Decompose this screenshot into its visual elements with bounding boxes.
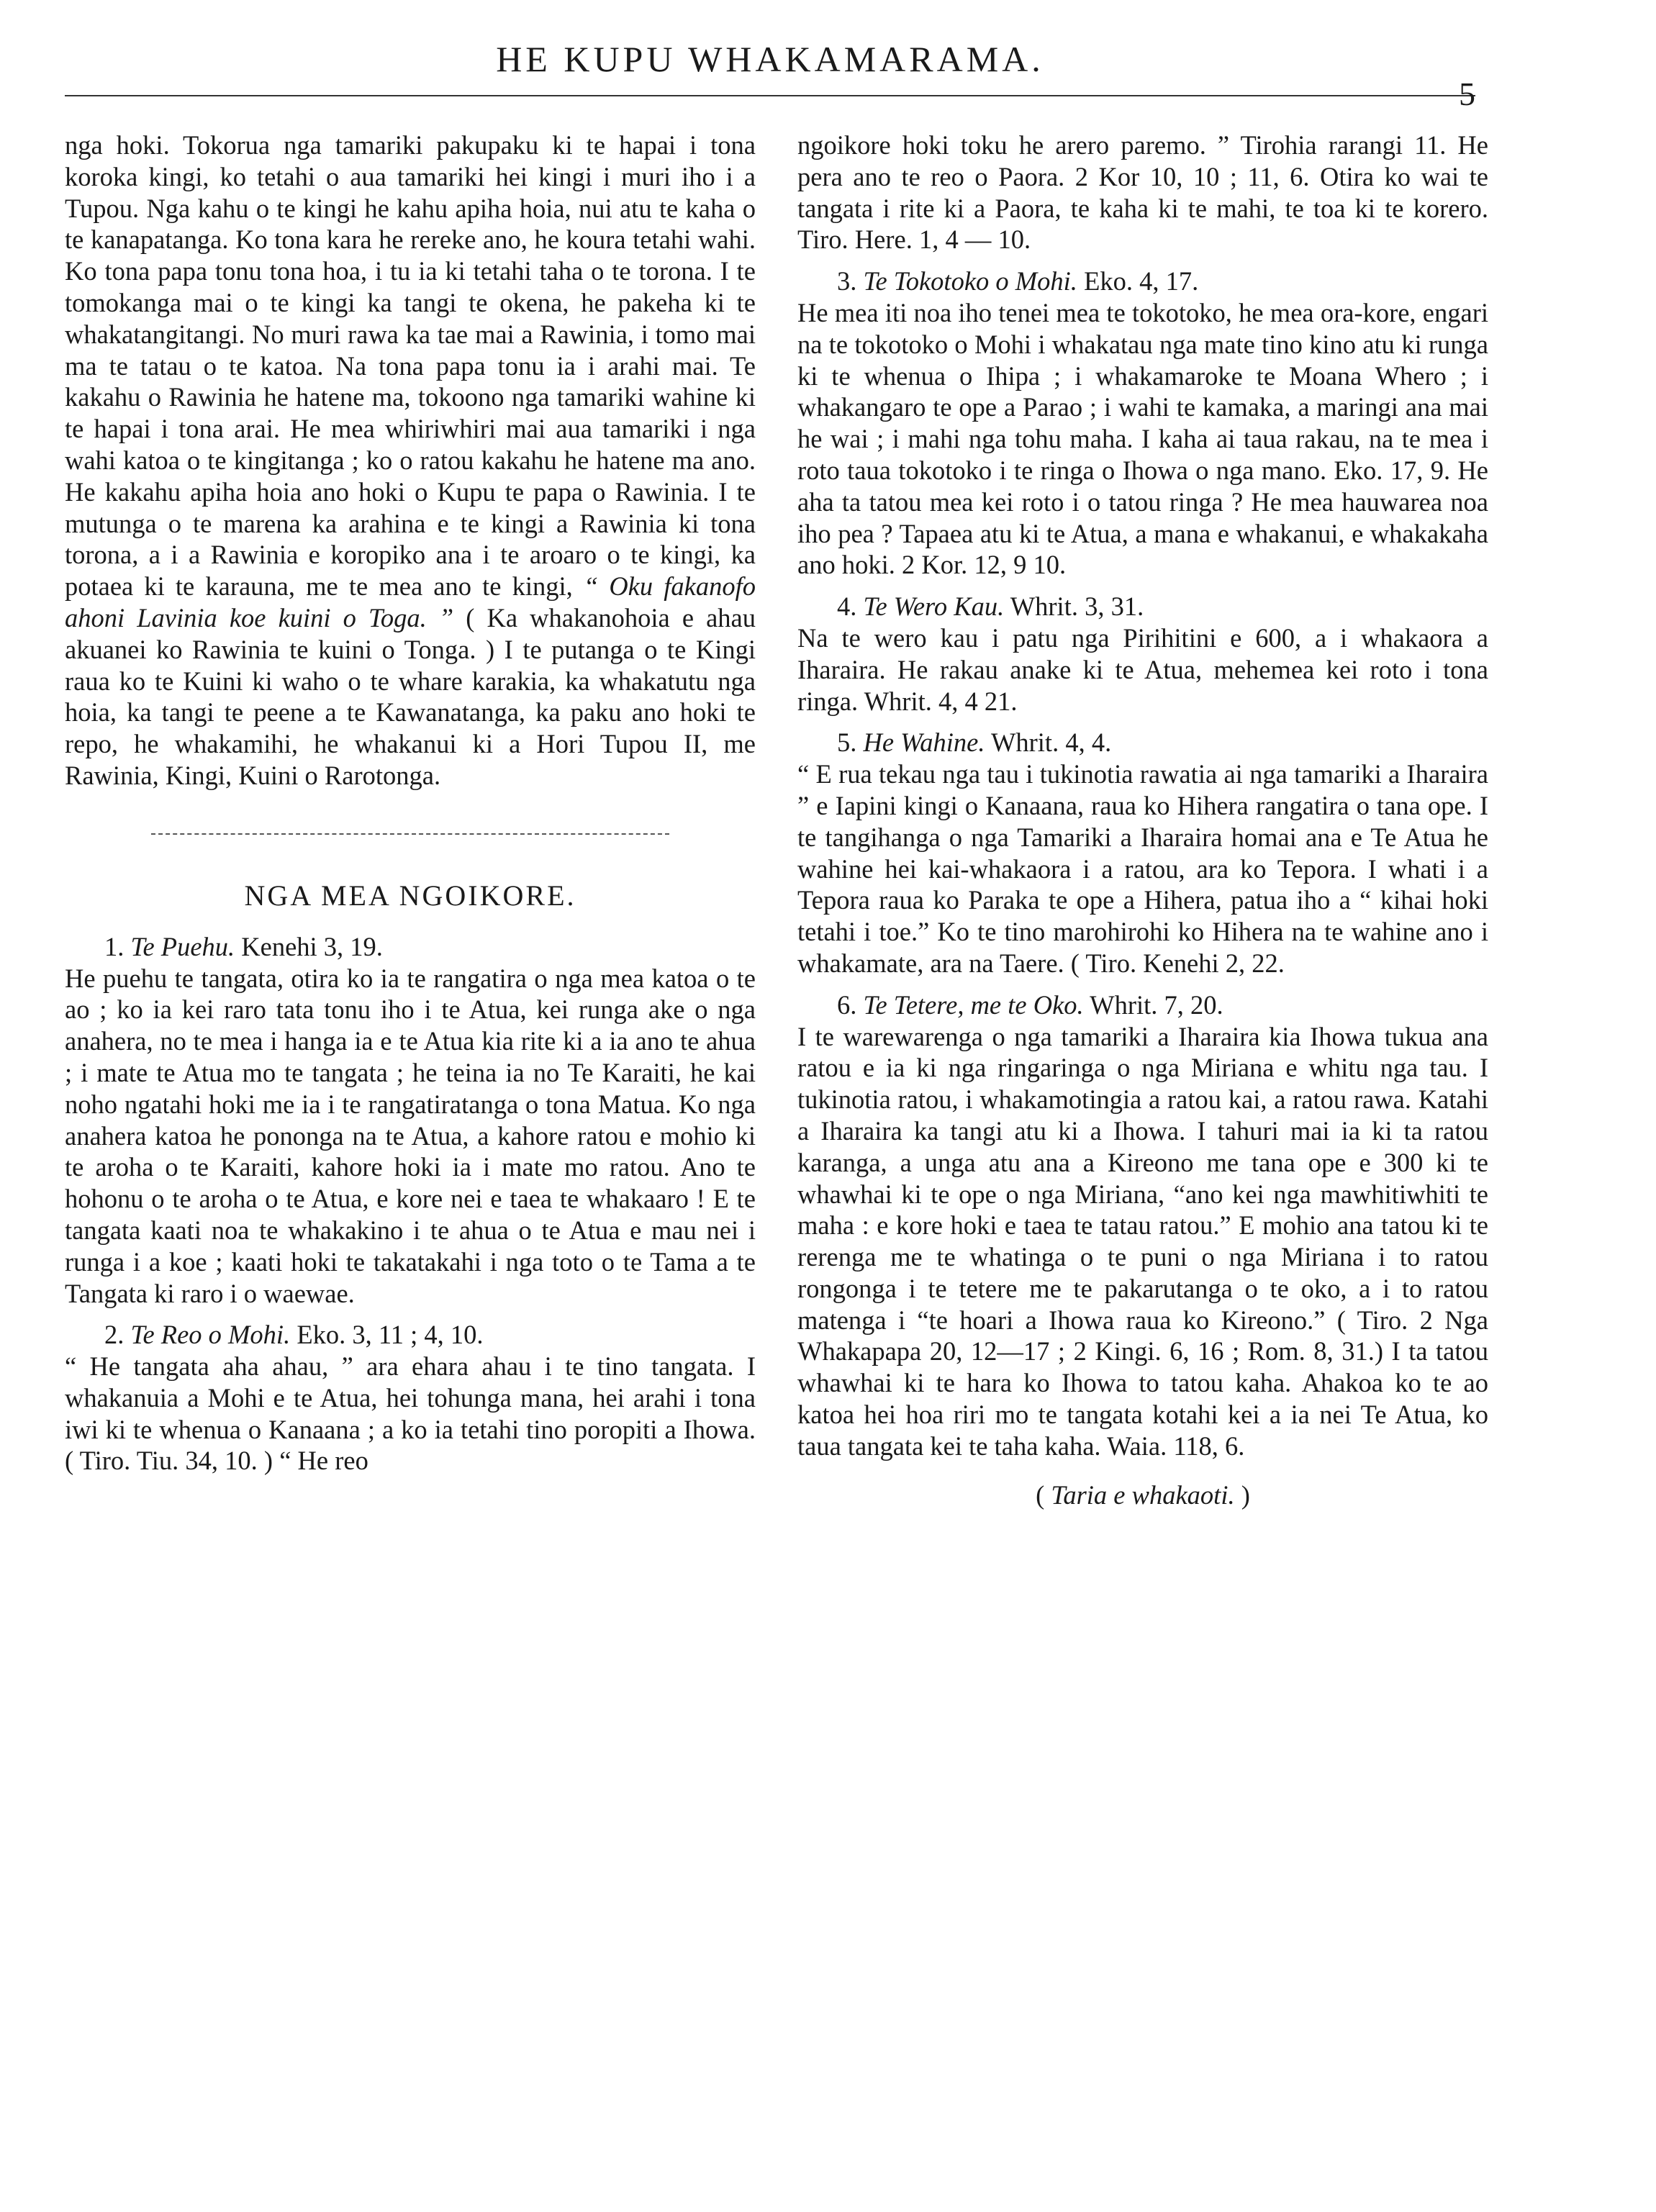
section-title: NGA MEA NGOIKORE. (244, 879, 576, 912)
closing-text: Taria e whakaoti. (1051, 1479, 1235, 1510)
closing-note (797, 1479, 1488, 1511)
page-header (65, 37, 1475, 112)
closing-open-paren: ( (1036, 1479, 1045, 1510)
item-number: 5. (837, 727, 857, 758)
closing-close-paren: ) (1241, 1479, 1250, 1510)
item-4-text: Na te wero kau i patu nga Pirihitini e 600, a i whakaora a Iharaira. He rakau anake ki te Atua, mehemea kei roto i tona ringa. Whrit. 4, 4 21. (797, 622, 1488, 716)
item-title: Te Tokotoko o Mohi. (863, 266, 1077, 296)
item-reference: Whrit. 7, 20. (1090, 989, 1223, 1020)
item-5-text: “ E rua tekau nga tau i tukinotia rawatia ai nga tamariki a Iharaira ” e Iapini kingi o Kanaana, raua ko Hihera rangatira o tana ope. I te tangihanga o nga Tamariki a Iharaira homai ana e Te Atua he wahine hei kai-whakaora i a ratou, ara ko Tepora. I whati i a Tepora raua ko Paraka te ope a Hihera, patua iho a “ kihai hoki tetahi i toe.” Ko te tino marohirohi ko Hihera na te wahine ano i whakamate, ara na Taere. ( Tiro. Kenehi 2, 22. (797, 759, 1488, 978)
section-divider (151, 833, 669, 835)
paragraph-text-rest: ( Ka whakanohoia e ahau akuanei ko Rawinia te kuini o Tonga. ) I te putanga o te Kingi raua ko te Kuini ki waho o te whare karakia, ka whakatutu nga hoia, ka tangi te peene a te Kawanatanga, ka paku ano hoki te repo, he whakamihi, he whakanui ki a Hori Tupou II, me Rawinia, Kingi, Kuini o Rarotonga. (65, 602, 756, 790)
item-1 (65, 931, 756, 963)
item-3 (797, 266, 1488, 297)
item-title: Te Puehu. (130, 931, 235, 961)
item-2 (65, 1319, 756, 1351)
item-number: 4. (837, 591, 857, 622)
page-number: 5 (1459, 76, 1475, 112)
item-6-text: I te warewarenga o nga tamariki a Iharaira kia Ihowa tukua ana ratou e ia ki nga ringaringa o nga Miriana e whitu nga tau. I tukinotia ratou, i whakamotingia a ratou kai, a ratou rawa. Katahi a Iharaira ka tangi atu ki a Ihowa. I tahuri mai ia ki ta ratou karanga, a unga atu ana a Kireono me tana ope e 300 ki te whawhai ki te ope o nga Miriana, “ano kei nga mawhitiwhiti te maha : e kore hoki e taea te tatau ratou.” E mohio ana tatou ki te rerenga me te whatinga o te puni o nga Miriana i to ratou rongonga i te tetere me te pakarutanga o te oko, a i to ratou matenga i “te hoari a Ihowa raua ko Kireono.” ( Tiro. 2 Nga Whakapapa 20, 12—17 ; 2 Kingi. 6, 16 ; Rom. 8, 31.) I ta tatou whawhai ki te hara ko Ihowa to tatou kaha. Ahakoa ko te ao katoa hei hoa riri mo te tangata kotahi kei a ia nei Te Atua, ko taua tangata kei te taha kaha. Waia. 118, 6. (797, 1021, 1488, 1461)
left-column (65, 130, 756, 1477)
continuation-paragraph: ngoikore hoki toku he arero paremo. ” Tirohia rarangi 11. He pera ano te reo o Paora. 2 Kor 10, 10 ; 11, 6. Otira ko wai te tangata i rite ki a Paora, te kaha ki te mahi, te toa ki te korero. Tiro. Here. 1, 4 — 10. (797, 130, 1488, 255)
item-1-text: He puehu te tangata, otira ko ia te rangatira o nga mea katoa o te ao ; ko ia kei raro tata tonu iho i te Atua, kei runga ake o nga anahera, no te mea i hanga ia e te Atua kia rite ki a ia ano te ahua ; i mate te Atua mo te tangata ; he teina ia no Te Karaiti, he kai noho ngatahi hoki me ia i te rangatiratanga o tona Matua. Ko nga anahera katoa he pononga na te Atua, a kahore ratou e mohio ki te aroha o te Karaiti, kahore hoki ia i mate mo ratou. Ano te hohonu o te aroha o te Atua, e kore nei e taea te whakaaro ! E te tangata kaati noa te whakakino i te ahua o te Atua e mau nei i runga i a koe ; kaati hoki te takatakahi i nga toto o te Tama a te Tangata ki raro i o waewae. (65, 963, 756, 1308)
item-title: Te Reo o Mohi. (130, 1320, 291, 1350)
item-reference: Whrit. 3, 31. (1010, 591, 1144, 622)
item-4 (797, 591, 1488, 622)
item-reference: Whrit. 4, 4. (990, 727, 1112, 758)
item-reference: Eko. 3, 11 ; 4, 10. (297, 1320, 484, 1350)
item-number: 2. (104, 1320, 125, 1350)
item-6 (797, 989, 1488, 1021)
item-title: Te Tetere, me te Oko. (863, 989, 1084, 1020)
item-title: He Wahine. (863, 727, 985, 758)
running-title: HE KUPU WHAKAMARAMA. (496, 39, 1044, 79)
paragraph-text: nga hoki. Tokorua nga tamariki pakupaku ki te hapai i tona koroka kingi, ko tetahi o aua tamariki hei kingi i muri iho i a Tupou. Nga kahu o te kingi he kahu apiha hoia, nui atu te kaha o te kanapatanga. Ko tona kara he rereke ano, he koura tetahi wahi. Ko tona papa tonu tona hoa, i tu ia ki tetahi taha o te torona. I te tomokanga mai o te kingi ka tangi te okena, he pakeha ki te whakatangitangi. No muri rawa ka tae mai a Rawinia, i tomo mai ma te tatau o te katoa. Na tona papa tonu ia i arahi mai. Te kakahu o Rawinia he hatene ma, tokoono nga tamariki wahine ki te hapai i tona arai. He mea whiriwhiri mai aua tamariki i nga wahi katoa o te kingitanga ; ko o ratou kakahu he hatene ma ano. He kakahu apiha hoia ano hoki o Kupu te papa o Rawinia. I te mutunga o te marena ka arahina e te kingi a Rawinia ki tona torona, a i a Rawinia e koropiko ana i te aroaro o te kingi, ka potaea ki te karauna, me te mea ano te kingi, (65, 130, 756, 602)
item-number: 6. (837, 989, 857, 1020)
right-column (797, 130, 1488, 1510)
item-number: 1. (104, 931, 125, 961)
item-reference: Eko. 4, 17. (1084, 266, 1199, 296)
tongan-quote: “ Oku fakanofo ahoni Lavinia koe kuini o Toga. ” (65, 571, 756, 633)
item-reference: Kenehi 3, 19. (241, 931, 383, 961)
item-5 (797, 727, 1488, 758)
header-rule (65, 95, 1475, 96)
item-number: 3. (837, 266, 857, 296)
item-3-text: He mea iti noa iho tenei mea te tokotoko, he mea ora-kore, engari na te tokotoko o Mohi i whakatau nga mate tino kino atu ki runga ki te whenua o Ihipa ; i whakamaroke te Moana Whero ; i whakangaro te ope a Parao ; i wahi te kamaka, a maringi ana mai he wai ; i mahi nga tohu maha. I kaha ai taua rakau, na te mea i roto taua tokotoko i te ringa o Ihowa o nga mano. Eko. 17, 9. He aha ta tatou mea kei roto i o tatou ringa ? He mea hauwarea noa iho pea ? Tapaea atu ki te Atua, a mana e whakanui, e whakakaha ano hoki. 2 Kor. 12, 9 10. (797, 297, 1488, 580)
item-title: Te Wero Kau. (863, 591, 1005, 622)
continuation-paragraph (65, 130, 756, 792)
item-2-text: “ He tangata aha ahau, ” ara ehara ahau i te tino tangata. I whakanuia a Mohi e te Atua, hei tohunga mana, hei arahi i tona iwi ki te whenua o Kanaana ; a ko ia tetahi tino poropiti a Ihowa. ( Tiro. Tiu. 34, 10. ) “ He reo (65, 1351, 756, 1476)
